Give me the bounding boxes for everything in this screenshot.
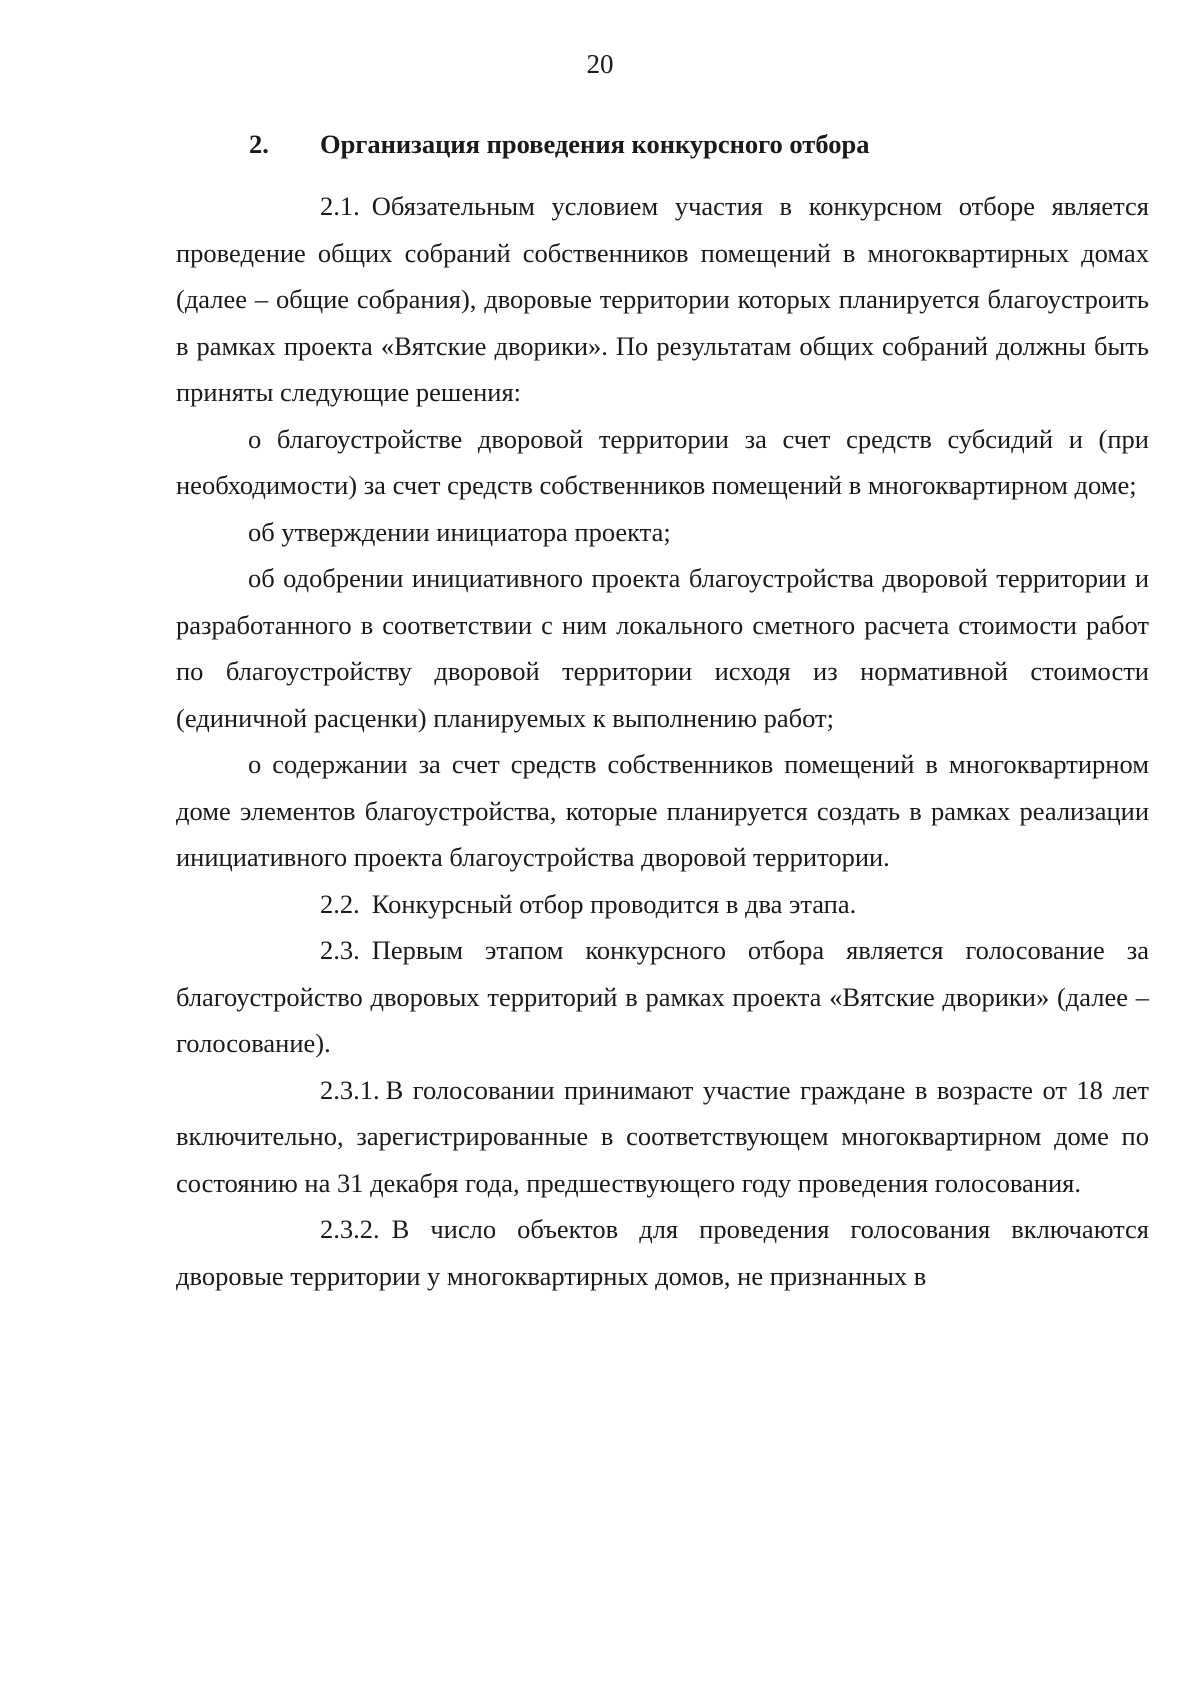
- paragraph-decision-maintenance: [176, 741, 1149, 881]
- paragraph-2-2: [176, 881, 1149, 928]
- paragraph-number: 2.1.: [320, 191, 360, 221]
- paragraph-decision-improvement: [176, 416, 1149, 509]
- paragraph-text: Обязательным условием участия в конкурсном отборе является проведение общих собраний собственников помещений в многоквартирных домах (далее – общие собрания), дворовые территории которых планируется благоустроить в рамках проекта «Вятские дворики». По результатам общих собраний должны быть приняты следующие решения:: [176, 191, 1149, 407]
- paragraph-text: В число объектов для проведения голосования включаются дворовые территории у многоквартирных домов, не признанных в: [176, 1214, 1149, 1291]
- paragraph-text: об утверждении инициатора проекта;: [248, 516, 671, 547]
- paragraph-text: Первым этапом конкурсного отбора является голосование за благоустройство дворовых территорий в рамках проекта «Вятские дворики» (далее – голосование).: [176, 935, 1149, 1058]
- paragraph-2-3-2: [176, 1206, 1149, 1299]
- paragraph-2-1: [176, 183, 1149, 416]
- paragraph-text: Конкурсный отбор проводится в два этапа.: [371, 888, 857, 919]
- page-number: 20: [586, 49, 614, 79]
- section-heading: [249, 126, 869, 162]
- document-body: [176, 183, 1149, 1299]
- paragraph-number: 2.3.2.: [320, 1214, 380, 1244]
- paragraph-text: о благоустройстве дворовой территории за счет средств субсидий и (при необходимости) за счет средств собственников помещений в многоквартирном доме;: [176, 423, 1149, 500]
- section-title: Организация проведения конкурсного отбора: [320, 129, 870, 159]
- paragraph-text: об одобрении инициативного проекта благоустройства дворовой территории и разработанного в соответствии с ним локального сметного расчета стоимости работ по благоустройству дворовой территории исходя из нормативной стоимости (единичной расценки) планируемых к выполнению работ;: [176, 563, 1149, 733]
- paragraph-number: 2.3.: [320, 935, 360, 965]
- paragraph-text: о содержании за счет средств собственников помещений в многоквартирном доме элементов благоустройства, которые планируется создать в рамках реализации инициативного проекта благоустройства дворовой территории.: [176, 749, 1149, 872]
- paragraph-2-3-1: [176, 1067, 1149, 1207]
- paragraph-decision-initiator: [176, 509, 1149, 556]
- paragraph-text: В голосовании принимают участие граждане в возрасте от 18 лет включительно, зарегистрированные в соответствующем многоквартирном доме по состоянию на 31 декабря года, предшествующего году проведения голосования.: [176, 1074, 1149, 1198]
- paragraph-2-3: [176, 927, 1149, 1067]
- section-number: 2.: [249, 129, 269, 159]
- paragraph-decision-approval: [176, 555, 1149, 741]
- paragraph-number: 2.3.1.: [320, 1074, 380, 1105]
- paragraph-number: 2.2.: [320, 888, 360, 919]
